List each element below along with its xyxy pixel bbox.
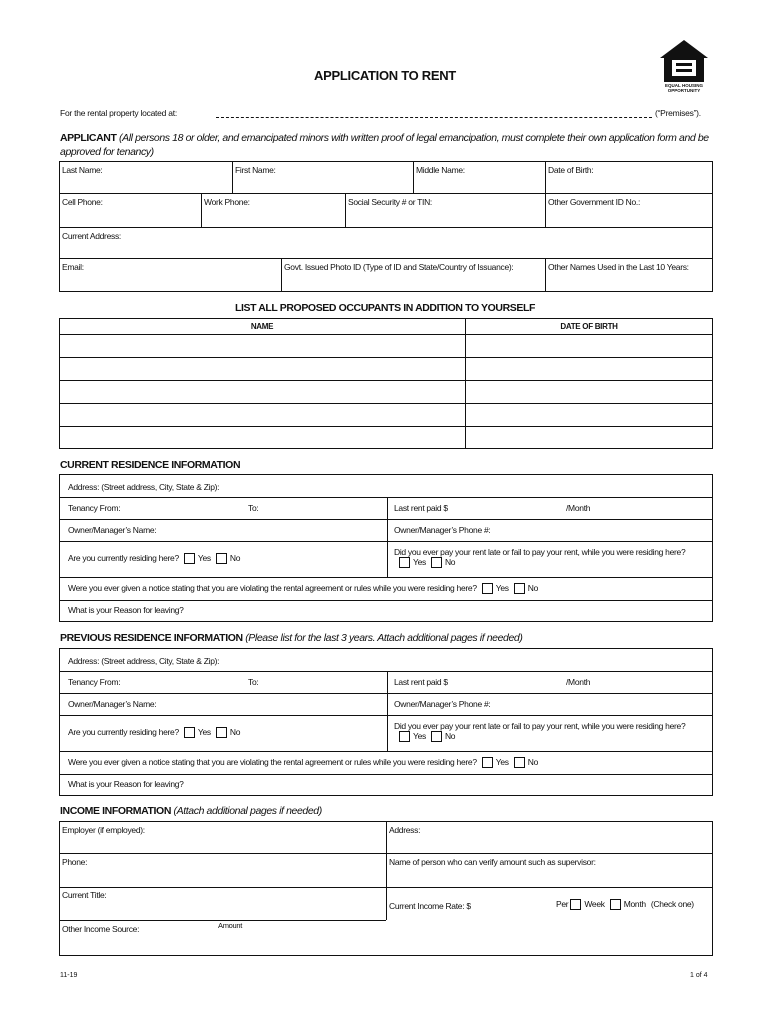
- cur-residing-yes-checkbox[interactable]: [184, 553, 195, 564]
- week-label: Week: [584, 899, 605, 909]
- no-label: No: [527, 757, 539, 767]
- email-field[interactable]: Email:: [62, 262, 84, 272]
- cur-residing-no-checkbox[interactable]: [216, 553, 227, 564]
- ssn-field[interactable]: Social Security # or TIN:: [348, 197, 432, 207]
- cur-reason-field[interactable]: What is your Reason for leaving?: [68, 605, 184, 615]
- prev-notice-no-checkbox[interactable]: [514, 757, 525, 768]
- cur-owner-name[interactable]: Owner/Manager’s Name:: [68, 525, 157, 535]
- no-label: No: [444, 557, 456, 567]
- previous-residence-heading: PREVIOUS RESIDENCE INFORMATION: [60, 632, 243, 644]
- prev-tenancy-from[interactable]: Tenancy From:: [68, 677, 121, 687]
- cur-notice-yes-checkbox[interactable]: [482, 583, 493, 594]
- yes-label: Yes: [413, 731, 426, 741]
- prev-residing-yes-checkbox[interactable]: [184, 727, 195, 738]
- occupants-heading: LIST ALL PROPOSED OCCUPANTS IN ADDITION TO YOURSELF: [234, 302, 536, 314]
- yes-label: Yes: [413, 557, 426, 567]
- current-address-field[interactable]: Current Address:: [62, 231, 121, 241]
- last-name-field[interactable]: Last Name:: [62, 165, 103, 175]
- per-label: Per: [556, 899, 569, 909]
- cur-tenancy-to[interactable]: To:: [248, 503, 259, 513]
- prev-reason-field[interactable]: What is your Reason for leaving?: [68, 779, 184, 789]
- current-title-field[interactable]: Current Title:: [62, 890, 107, 900]
- work-phone-field[interactable]: Work Phone:: [204, 197, 250, 207]
- first-name-field[interactable]: First Name:: [235, 165, 276, 175]
- prev-address-field[interactable]: Address: (Street address, City, State & Zip):: [68, 656, 220, 666]
- per-row: [556, 899, 694, 910]
- equal-housing-logo: [656, 38, 712, 94]
- cur-notice-no-checkbox[interactable]: [514, 583, 525, 594]
- cur-notice-row: [68, 583, 538, 594]
- prev-late-label: Did you ever pay your rent late or fail to pay your rent, while you were residing here?: [394, 721, 686, 731]
- yes-label: Yes: [197, 727, 211, 737]
- other-income-field[interactable]: Other Income Source:: [62, 924, 140, 934]
- cur-late-label: Did you ever pay your rent late or fail to pay your rent, while you were residing here?: [394, 547, 686, 557]
- no-label: No: [229, 553, 241, 563]
- dob-field[interactable]: Date of Birth:: [548, 165, 594, 175]
- occupants-table: [59, 318, 713, 449]
- prev-residing-label: Are you currently residing here?: [68, 727, 179, 737]
- prev-notice-label: Were you ever given a notice stating that you are violating the rental agreement or rules while you were residing here?: [68, 757, 477, 767]
- form-version: 11-19: [60, 972, 78, 979]
- yes-label: Yes: [495, 583, 509, 593]
- page-number: 1 of 4: [690, 972, 708, 979]
- prev-owner-phone[interactable]: Owner/Manager’s Phone #:: [394, 699, 491, 709]
- check-one-label: (Check one): [650, 899, 694, 909]
- previous-residence-note: (Please list for the last 3 years. Attach additional pages if needed): [245, 632, 523, 644]
- income-rate-field[interactable]: Current Income Rate: $: [389, 901, 471, 911]
- cur-month: /Month: [566, 503, 591, 513]
- cur-late-row: [394, 547, 699, 568]
- cur-residing-label: Are you currently residing here?: [68, 553, 179, 563]
- cur-last-rent[interactable]: Last rent paid $: [394, 503, 448, 513]
- prev-tenancy-to[interactable]: To:: [248, 677, 259, 687]
- no-label: No: [527, 583, 539, 593]
- cur-late-yes-checkbox[interactable]: [399, 557, 410, 568]
- prev-late-yes-checkbox[interactable]: [399, 731, 410, 742]
- cur-address-field[interactable]: Address: (Street address, City, State & Zip):: [68, 482, 220, 492]
- premises-suffix: (“Premises”).: [655, 108, 701, 118]
- income-heading: INCOME INFORMATION: [60, 805, 172, 817]
- prev-last-rent[interactable]: Last rent paid $: [394, 677, 448, 687]
- applicant-heading: APPLICANT: [60, 132, 117, 144]
- employer-field[interactable]: Employer (if employed):: [62, 825, 145, 835]
- middle-name-field[interactable]: Middle Name:: [416, 165, 465, 175]
- prev-residing-no-checkbox[interactable]: [216, 727, 227, 738]
- cur-owner-phone[interactable]: Owner/Manager’s Phone #:: [394, 525, 491, 535]
- verifier-field[interactable]: Name of person who can verify amount such as supervisor:: [389, 857, 596, 867]
- cur-late-no-checkbox[interactable]: [431, 557, 442, 568]
- occupants-col-dob: DATE OF BIRTH: [560, 322, 618, 331]
- current-residence-heading: CURRENT RESIDENCE INFORMATION: [60, 459, 241, 471]
- prev-residing-row: [68, 727, 240, 738]
- prev-notice-yes-checkbox[interactable]: [482, 757, 493, 768]
- applicant-note: (All persons 18 or older, and emancipated minors with written proof of legal emancipation, must complete their own application form and be approved for tenancy): [60, 132, 709, 158]
- per-week-checkbox[interactable]: [570, 899, 581, 910]
- prev-owner-name[interactable]: Owner/Manager’s Name:: [68, 699, 157, 709]
- other-gov-id-field[interactable]: Other Government ID No.:: [548, 197, 641, 207]
- occupants-col-name: NAME: [250, 322, 274, 331]
- cur-residing-row: [68, 553, 240, 564]
- income-note: (Attach additional pages if needed): [173, 805, 322, 817]
- premises-label: For the rental property located at:: [60, 108, 177, 118]
- per-month-checkbox[interactable]: [610, 899, 621, 910]
- cell-phone-field[interactable]: Cell Phone:: [62, 197, 103, 207]
- other-names-field[interactable]: Other Names Used in the Last 10 Years:: [548, 262, 689, 272]
- cur-notice-label: Were you ever given a notice stating that you are violating the rental agreement or rules while you were residing here?: [68, 583, 477, 593]
- page-title: APPLICATION TO RENT: [314, 68, 456, 83]
- no-label: No: [444, 731, 456, 741]
- premises-input[interactable]: [216, 117, 652, 118]
- no-label: No: [229, 727, 241, 737]
- month-label: Month: [623, 899, 646, 909]
- prev-late-row: [394, 721, 699, 742]
- prev-notice-row: [68, 757, 538, 768]
- photo-id-field[interactable]: Govt. Issued Photo ID (Type of ID and State/Country of Issuance):: [284, 262, 514, 272]
- logo-text: EQUAL HOUSING OPPORTUNITY: [665, 83, 703, 93]
- yes-label: Yes: [495, 757, 509, 767]
- amount-label: Amount: [218, 921, 243, 930]
- prev-late-no-checkbox[interactable]: [431, 731, 442, 742]
- prev-month: /Month: [566, 677, 591, 687]
- cur-tenancy-from[interactable]: Tenancy From:: [68, 503, 121, 513]
- yes-label: Yes: [197, 553, 211, 563]
- employer-address-field[interactable]: Address:: [389, 825, 421, 835]
- employer-phone-field[interactable]: Phone:: [62, 857, 88, 867]
